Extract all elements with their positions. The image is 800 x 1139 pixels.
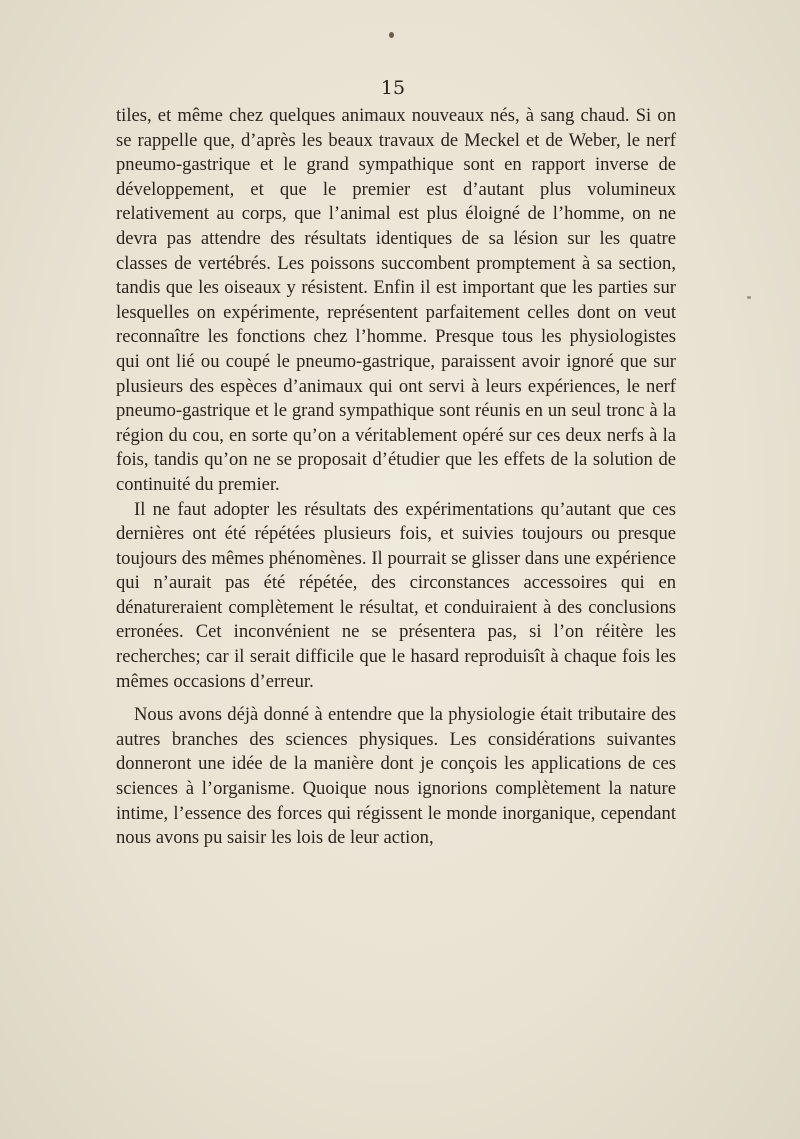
paragraph-2: Il ne faut adopter les résultats des expérimentations qu’autant que ces dernières ont été répétées plusieurs fois, et suivies toujours ou presque toujours des mêmes phénomènes. Il pourrait se glisser dans une expérience qui n’aurait pas été répétée, des circonstances accessoires qui en dénatureraient complètement le résultat, et conduiraient à des conclusions erronées. Cet inconvénient ne se présentera pas, si l’on réitère les recherches; car il serait difficile que le hasard reproduisît à chaque fois les mêmes occasions d’erreur. xyxy=(116,498,676,692)
paragraph-1: tiles, et même chez quelques animaux nouveaux nés, à sang chaud. Si on se rappelle que, d’après les beaux travaux de Meckel et de Weber, le nerf pneumo-gastrique et le grand sympathique sont en rapport inverse de développement, et que le premier est d’autant plus volumineux relativement au corps, que l’animal est plus éloigné de l’homme, on ne devra pas attendre des résultats identiques de sa lésion sur les quatre classes de vertébrés. Les poissons succombent promptement à sa section, tandis que les oiseaux y résistent. Enfin il est important que les parties sur lesquelles on expérimente, représentent parfaitement celles dont on veut reconnaître les fonctions chez l’homme. Presque tous les physiologistes qui ont lié ou coupé le pneumo-gastrique, paraissent avoir ignoré que sur plusieurs des espèces d’animaux qui ont servi à leurs expériences, le nerf pneumo-gastrique et le grand sympathique sont réunis en un seul tronc à la région du cou, en sorte qu’on a véritablement opéré sur ces deux nerfs à la fois, tandis qu’on ne se proposait d’étudier que les effets de la solution de continuité du premier. xyxy=(116,105,676,495)
body-text xyxy=(116,104,676,851)
page-number: 15 xyxy=(380,77,406,99)
ink-speck xyxy=(389,32,394,38)
ink-speck xyxy=(747,296,751,299)
paragraph-3: Nous avons déjà donné à entendre que la physiologie était tributaire des autres branches des sciences physiques. Les considérations suivantes donneront une idée de la manière dont je conçois les applications de ces sciences à l’organisme. Quoique nous ignorions complètement la nature intime, l’essence des forces qui régissent le monde inorganique, cependant nous avons pu saisir les lois de leur action, xyxy=(116,704,676,849)
